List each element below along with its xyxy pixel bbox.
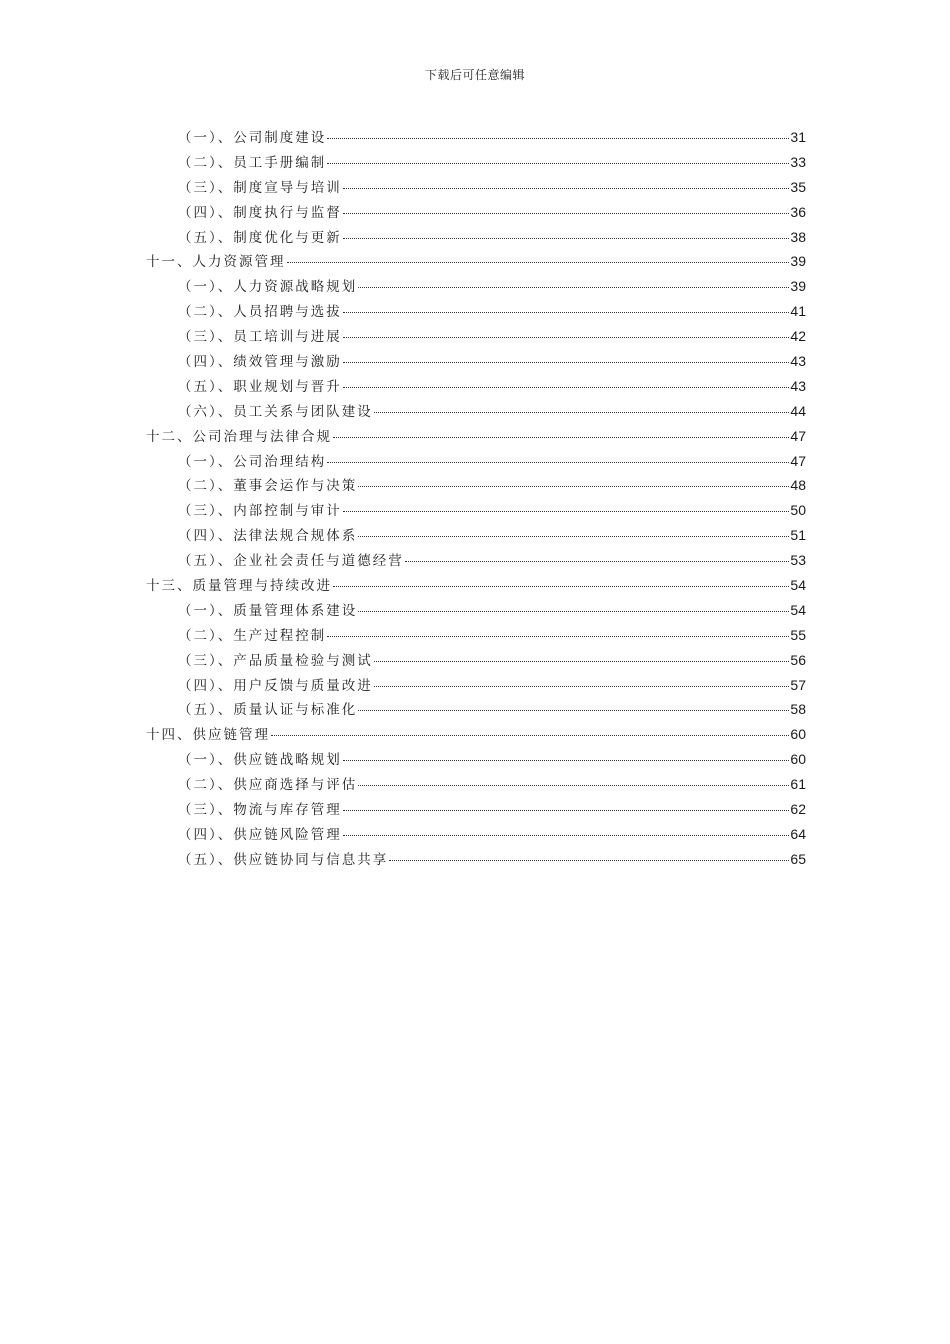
toc-entry-title: （二）、供应商选择与评估 [178, 777, 358, 794]
toc-entry-page-number: 64 [790, 825, 806, 842]
toc-entry-title: （一）、人力资源战略规划 [178, 279, 358, 296]
toc-dot-leader [389, 860, 789, 861]
toc-dot-leader [343, 213, 790, 214]
toc-dot-leader [358, 611, 789, 612]
toc-entry-title: （四）、绩效管理与激励 [178, 354, 342, 371]
toc-chapter-entry[interactable] [146, 425, 806, 450]
table-of-contents [146, 126, 806, 873]
toc-dot-leader [333, 586, 789, 587]
toc-dot-leader [327, 462, 789, 463]
toc-entry-page-number: 33 [790, 153, 806, 170]
toc-entry-title: （五）、质量认证与标准化 [178, 702, 358, 719]
toc-entry-page-number: 38 [790, 228, 806, 245]
toc-entry-title: （一）、公司治理结构 [178, 453, 327, 470]
toc-entry-title: （五）、制度优化与更新 [178, 229, 342, 246]
toc-section-entry[interactable] [146, 201, 806, 226]
toc-entry-page-number: 55 [790, 626, 806, 643]
toc-dot-leader [287, 262, 790, 263]
toc-dot-leader [327, 138, 789, 139]
toc-section-entry[interactable] [146, 649, 806, 674]
toc-entry-page-number: 48 [790, 477, 806, 494]
toc-section-entry[interactable] [146, 126, 806, 151]
toc-entry-page-number: 39 [790, 278, 806, 295]
toc-entry-title: （四）、供应链风险管理 [178, 826, 342, 843]
toc-entry-page-number: 39 [790, 253, 806, 270]
toc-dot-leader [358, 287, 789, 288]
toc-entry-title: （三）、内部控制与审计 [178, 503, 342, 520]
toc-entry-page-number: 35 [790, 178, 806, 195]
toc-section-entry[interactable] [146, 375, 806, 400]
toc-chapter-entry[interactable] [146, 250, 806, 275]
toc-section-entry[interactable] [146, 275, 806, 300]
toc-entry-page-number: 60 [790, 726, 806, 743]
toc-entry-title: （三）、制度宣导与培训 [178, 179, 342, 196]
toc-dot-leader [343, 760, 790, 761]
toc-section-entry[interactable] [146, 450, 806, 475]
toc-dot-leader [327, 163, 789, 164]
toc-section-entry[interactable] [146, 474, 806, 499]
toc-entry-page-number: 31 [790, 129, 806, 145]
toc-section-entry[interactable] [146, 176, 806, 201]
toc-entry-title: 十二、公司治理与法律合规 [146, 428, 332, 445]
toc-dot-leader [327, 636, 789, 637]
toc-chapter-entry[interactable] [146, 723, 806, 748]
toc-entry-page-number: 54 [790, 601, 806, 618]
toc-section-entry[interactable] [146, 300, 806, 325]
toc-entry-page-number: 62 [790, 801, 806, 818]
toc-dot-leader [358, 536, 789, 537]
toc-entry-title: 十四、供应链管理 [146, 727, 270, 744]
toc-entry-page-number: 36 [790, 203, 806, 220]
toc-section-entry[interactable] [146, 350, 806, 375]
toc-entry-page-number: 65 [790, 850, 806, 867]
toc-entry-page-number: 43 [790, 377, 806, 394]
toc-entry-page-number: 54 [790, 577, 806, 594]
toc-entry-title: 十三、质量管理与持续改进 [146, 578, 332, 595]
toc-section-entry[interactable] [146, 823, 806, 848]
toc-section-entry[interactable] [146, 674, 806, 699]
toc-dot-leader [343, 387, 790, 388]
toc-section-entry[interactable] [146, 524, 806, 549]
toc-dot-leader [343, 511, 790, 512]
toc-section-entry[interactable] [146, 798, 806, 823]
toc-entry-title: （六）、员工关系与团队建设 [178, 403, 373, 420]
toc-dot-leader [374, 412, 790, 413]
toc-dot-leader [271, 735, 789, 736]
toc-dot-leader [358, 486, 789, 487]
toc-dot-leader [343, 312, 790, 313]
toc-entry-title: 十一、人力资源管理 [146, 254, 286, 271]
toc-dot-leader [358, 710, 789, 711]
toc-entry-page-number: 56 [790, 651, 806, 668]
toc-section-entry[interactable] [146, 226, 806, 251]
toc-dot-leader [405, 561, 790, 562]
toc-entry-title: （一）、公司制度建设 [178, 130, 327, 146]
toc-entry-page-number: 53 [790, 552, 806, 569]
toc-dot-leader [343, 810, 790, 811]
toc-entry-page-number: 60 [790, 751, 806, 768]
toc-entry-title: （三）、员工培训与进展 [178, 329, 342, 346]
toc-section-entry[interactable] [146, 325, 806, 350]
toc-entry-title: （三）、产品质量检验与测试 [178, 652, 373, 669]
toc-entry-page-number: 47 [790, 452, 806, 469]
toc-entry-title: （一）、供应链战略规划 [178, 752, 342, 769]
toc-dot-leader [343, 188, 790, 189]
toc-entry-title: （五）、职业规划与晋升 [178, 378, 342, 395]
toc-entry-title: （二）、董事会运作与决策 [178, 478, 358, 495]
toc-entry-title: （四）、用户反馈与质量改进 [178, 677, 373, 694]
toc-entry-page-number: 57 [790, 676, 806, 693]
toc-entry-page-number: 41 [790, 303, 806, 320]
toc-entry-page-number: 44 [790, 402, 806, 419]
toc-entry-page-number: 51 [790, 527, 806, 544]
toc-entry-page-number: 47 [790, 427, 806, 444]
toc-entry-page-number: 43 [790, 353, 806, 370]
toc-section-entry[interactable] [146, 698, 806, 723]
toc-section-entry[interactable] [146, 599, 806, 624]
toc-section-entry[interactable] [146, 848, 806, 873]
toc-dot-leader [343, 835, 790, 836]
toc-dot-leader [343, 362, 790, 363]
toc-section-entry[interactable] [146, 549, 806, 574]
toc-entry-title: （四）、制度执行与监督 [178, 204, 342, 221]
toc-dot-leader [343, 238, 790, 239]
toc-chapter-entry[interactable] [146, 574, 806, 599]
toc-entry-title: （二）、人员招聘与选拔 [178, 304, 342, 321]
toc-section-entry[interactable] [146, 624, 806, 649]
toc-section-entry[interactable] [146, 499, 806, 524]
toc-dot-leader [343, 337, 790, 338]
toc-entry-title: （二）、生产过程控制 [178, 627, 327, 644]
toc-entry-page-number: 61 [790, 776, 806, 793]
toc-entry-page-number: 50 [790, 502, 806, 519]
toc-entry-title: （一）、质量管理体系建设 [178, 602, 358, 619]
toc-section-entry[interactable] [146, 151, 806, 176]
toc-dot-leader [374, 686, 790, 687]
toc-entry-title: （二）、员工手册编制 [178, 154, 327, 171]
toc-entry-title: （五）、企业社会责任与道德经营 [178, 553, 404, 570]
toc-entry-title: （四）、法律法规合规体系 [178, 528, 358, 545]
toc-section-entry[interactable] [146, 773, 806, 798]
toc-dot-leader [333, 437, 789, 438]
toc-section-entry[interactable] [146, 400, 806, 425]
toc-entry-title: （五）、供应链协同与信息共享 [178, 851, 389, 868]
toc-section-entry[interactable] [146, 748, 806, 773]
toc-entry-page-number: 42 [790, 328, 806, 345]
page-header: 下载后可任意编辑 [424, 68, 525, 82]
toc-entry-title: （三）、物流与库存管理 [178, 802, 342, 819]
toc-entry-page-number: 58 [790, 701, 806, 718]
toc-dot-leader [374, 661, 790, 662]
toc-dot-leader [358, 785, 789, 786]
